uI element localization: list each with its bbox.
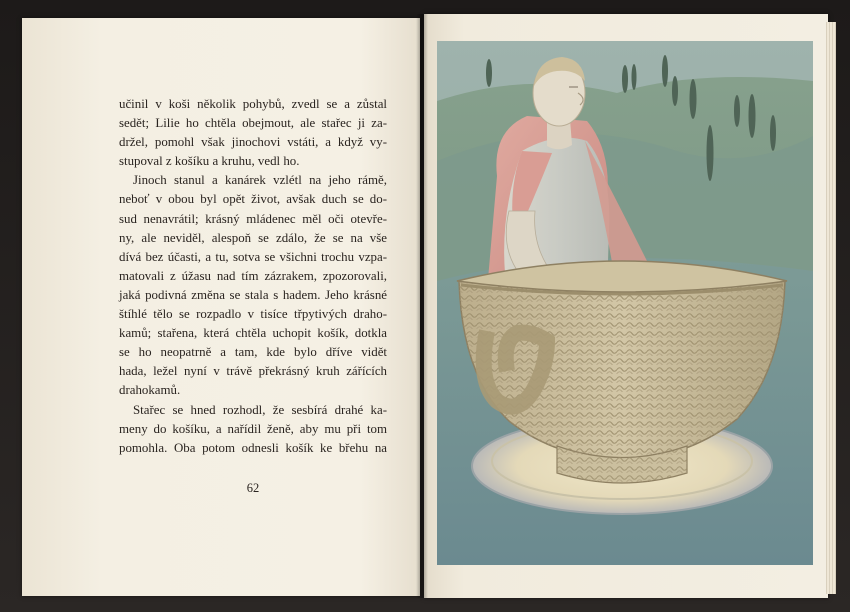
text-line: sud nenavrátil; krásný mládenec měl oči otevře- [119, 211, 387, 226]
text-line: pomohla. Oba potom odnesli košík ke břehu na [119, 440, 387, 455]
page-number: 62 [246, 481, 260, 495]
page-edges [826, 22, 836, 594]
text-line: sedět; Lilie ho chtěla obejmout, ale stařec ji za- [119, 116, 387, 131]
text-line: učinil v koši několik pohybů, zvedl se a zůstal [119, 97, 387, 111]
text-line: Stařec se hned rozhodl, že sesbírá drahé ka- [133, 402, 387, 417]
text-line: drahokamů. [119, 383, 181, 398]
text-line: matovali z úžasu nad tím zázrakem, zpozorovali, [119, 268, 387, 283]
text-line: dívá bez účasti, a tu, sotva se všichni trochu vzpa- [119, 249, 387, 264]
text-line: držel, pomohl však jinochovi vstáti, a když vy- [119, 135, 387, 150]
text-line: jaká podivná změna se stala s hadem. Jeho krásné [119, 287, 387, 302]
text-line: se ho neopatrně a tam, kde bylo dříve vidět [119, 345, 387, 360]
body-text [119, 95, 387, 458]
book-gutter [416, 14, 428, 598]
text-line: neboť v obou byl opět život, avšak duch se do- [119, 192, 387, 207]
text-line: hada, ležel nyní v trávě překrásný kruh zářících [119, 364, 387, 379]
text-line: ny, ale neviděl, alespoň se zdálo, že se na vše [119, 230, 387, 245]
text-line: meny do košíku, a nařídil ženě, aby mu při tom [119, 421, 387, 436]
text-line: stupoval z košíku a kruhu, vedl ho. [119, 154, 300, 169]
text-line: štíhlé tělo se rozpadlo v tisíce třpytivých draho- [119, 307, 387, 322]
illustration [437, 41, 813, 565]
text-line: Jinoch stanul a kanárek vzlétl na jeho rámě, [133, 173, 387, 188]
text-line: kamů; stařena, která chtěla uchopit košík, dotkla [119, 326, 387, 341]
